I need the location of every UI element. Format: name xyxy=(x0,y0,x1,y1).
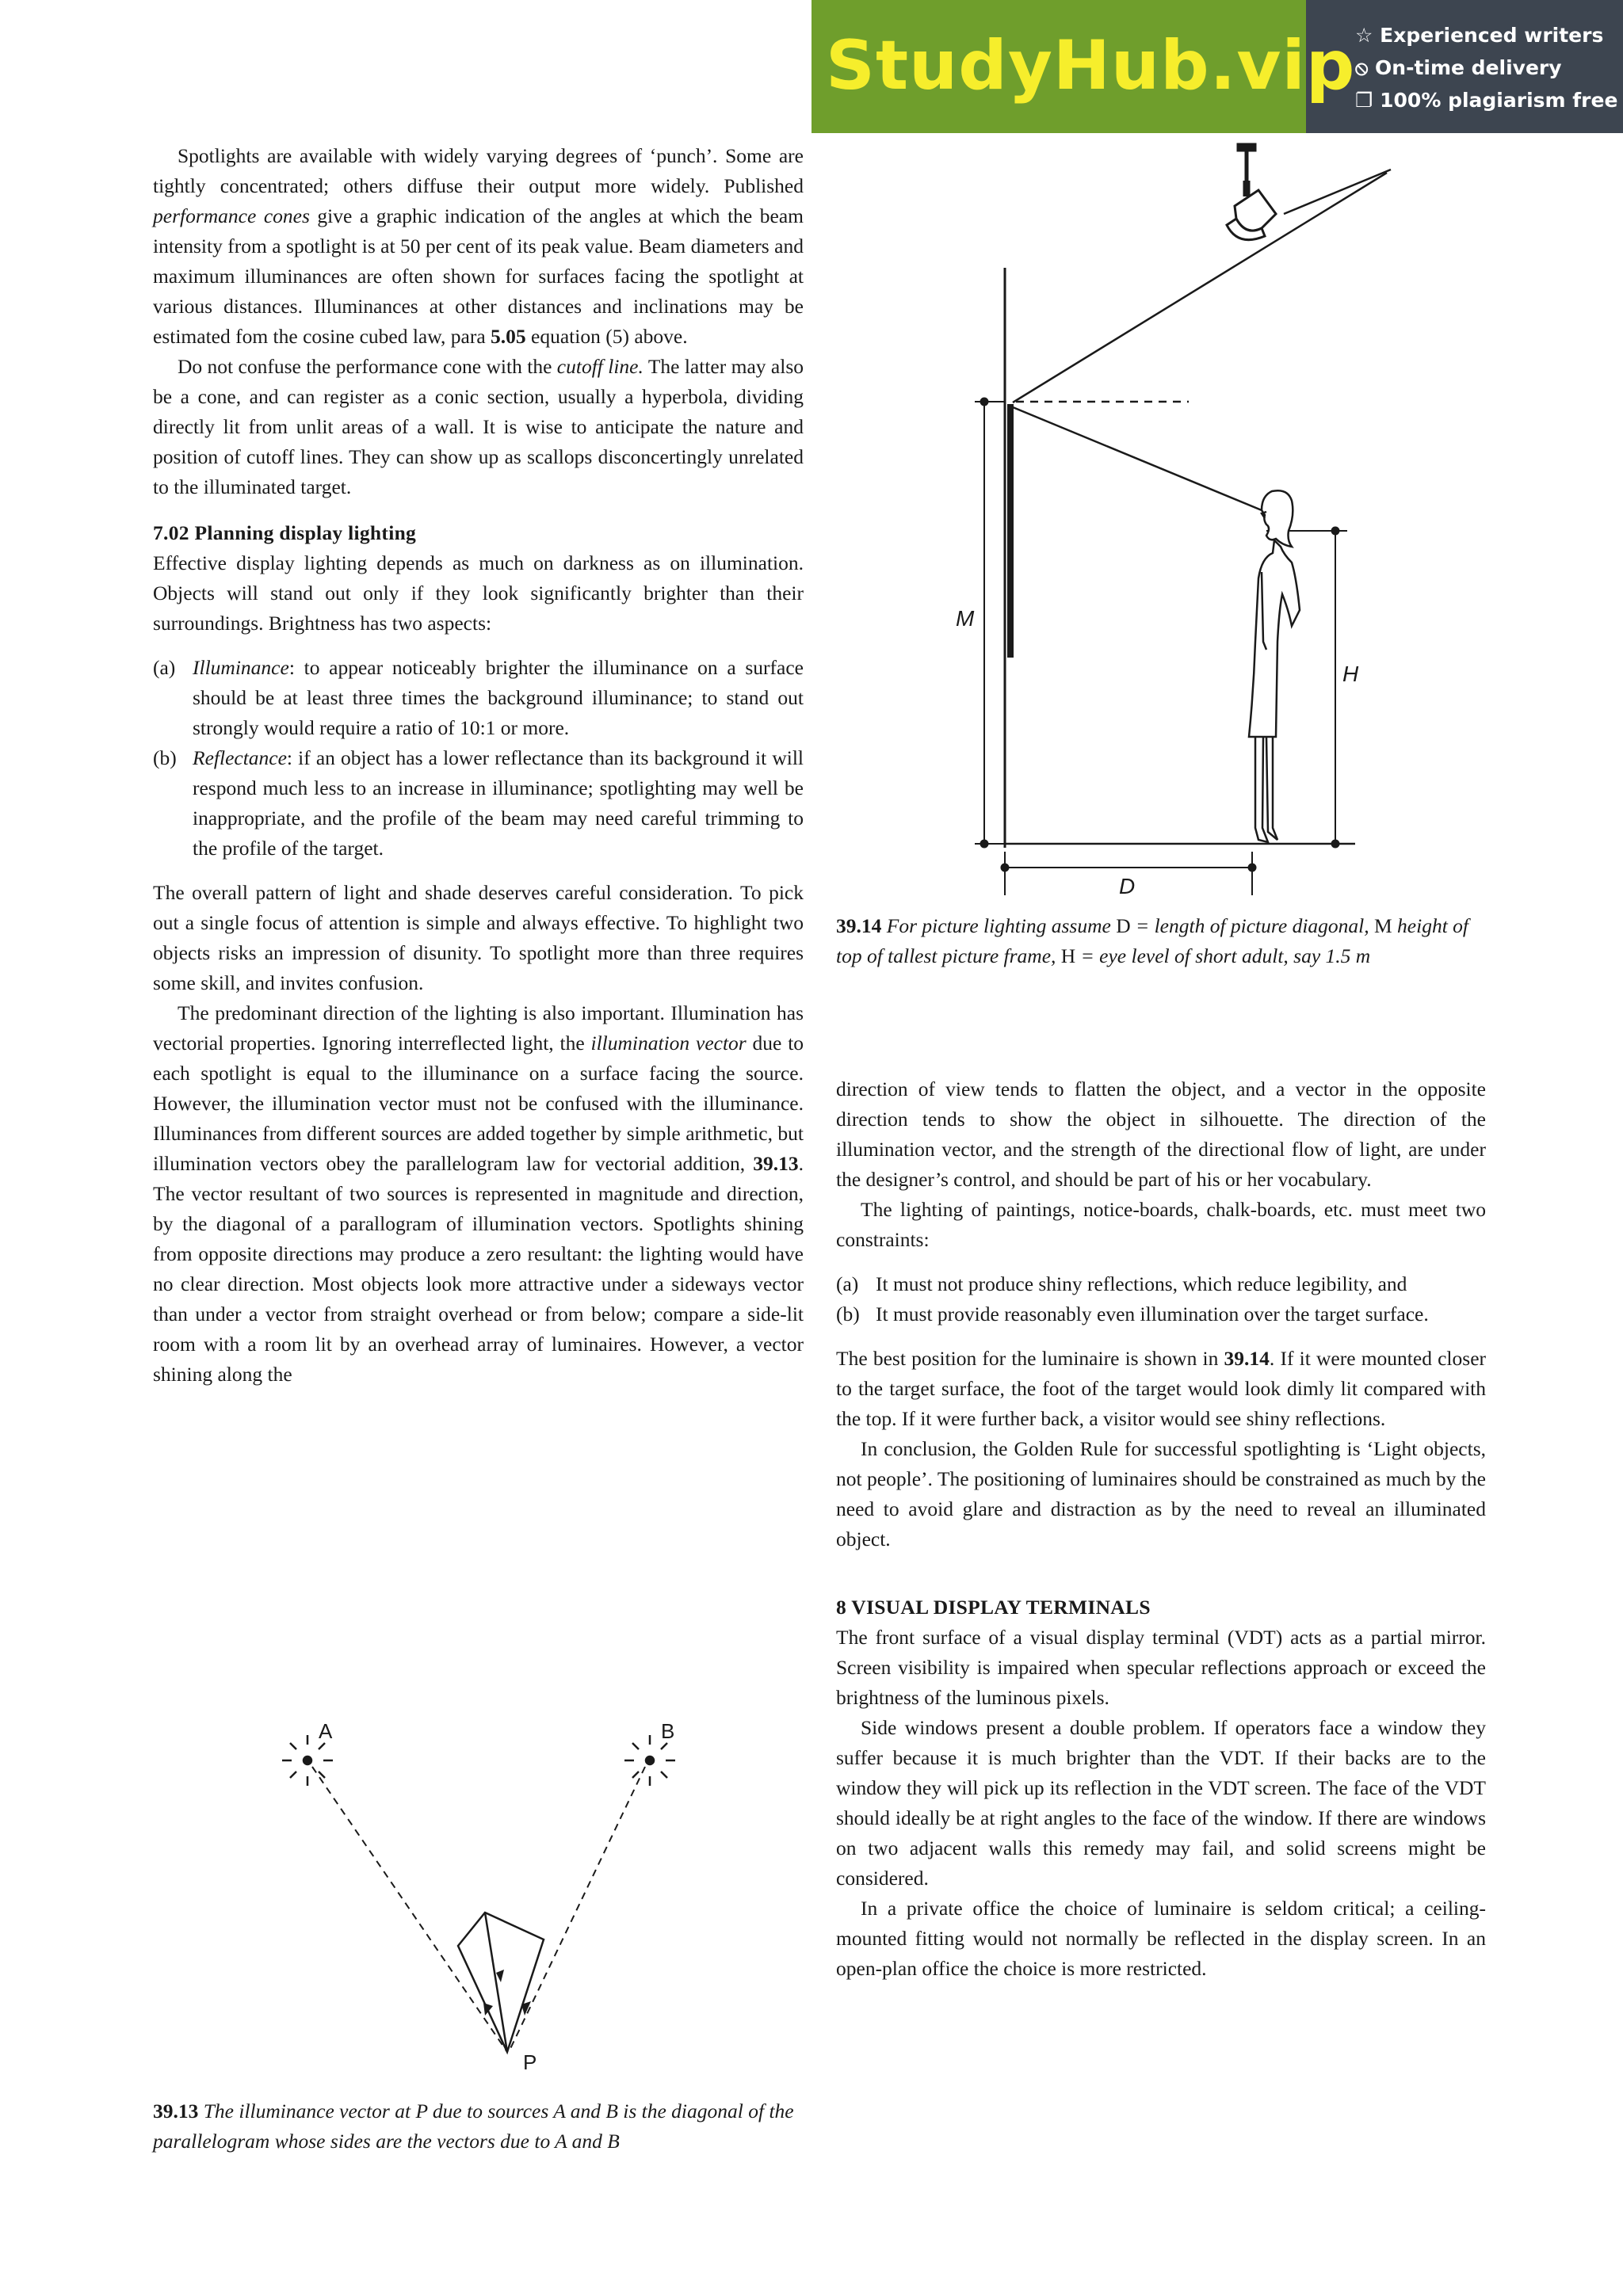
label-p: P xyxy=(523,2050,537,2074)
studyhub-logo: StudyHub.vip xyxy=(826,26,1356,105)
section-heading-vdt: 8 VISUAL DISPLAY TERMINALS xyxy=(836,1596,1151,1619)
figure-39-13-caption: 39.13 The illuminance vector at P due to sources A and B is the diagonal of the parallelogram whose sides are the vectors due to A and B xyxy=(153,2100,794,2153)
list-constraints xyxy=(836,1269,1486,1329)
paragraph-predominant-direction: The predominant direction of the lighting is also important. Illumination has vectorial properties. Ignoring interreflected light, the illumination vector due to each spotlight is equal to the illuminance on a surface facing the source. However, the illumination vector must not be confused with the illuminance. Illuminances from different sources are added together by simple arithmetic, but illumination vectors obey the parallelogram law for vectorial addition, 39.13. The vector resultant of two sources is represented in magnitude and direction, by the diagonal of a parallogram of illumination vectors. Spotlights shining from opposite directions may produce a zero resultant: the lighting would have no clear direction. Most objects look more attractive under a sideways vector than under a vector from straight overhead or from below; compare a side-lit room with a room lit by an overhead array of luminaires. However, a vector shining along the xyxy=(153,1001,804,1386)
paragraph-spotlights: Spotlights are available with widely varying degrees of ‘punch’. Some are tightly concentrated; others diffuse their output more widely. Published performance cones give a graphic indication of the angles at which the beam intensity from a spotlight is at 50 per cent of its peak value. Beam diameters and maximum illuminances are often shown for surfaces facing the spotlight at various distances. Illuminances at other distances and inclinations may be estimated fom the cosine cubed law, para 5.05 equation (5) above. xyxy=(153,144,804,348)
label-m: M xyxy=(956,606,975,631)
section-heading-planning: 7.02 Planning display lighting xyxy=(153,521,417,544)
paragraph-private-office: In a private office the choice of luminaire is seldom critical; a ceiling-mounted fitting would not normally be reflected in the display screen. In an open-plan office the choice is more restricted. xyxy=(836,1897,1486,1980)
list-brightness-aspects xyxy=(153,653,804,864)
paragraph-effective-display: Effective display lighting depends as much on darkness as on illumination. Objects will stand out only if they look significantly brighter than their surroundings. Brightness has two aspects: xyxy=(153,551,804,635)
paragraph-overall-pattern: The overall pattern of light and shade deserves careful consideration. To pick out a single focus of attention is simple and always effective. To highlight two objects risks an impression of disunity. To spotlight more than three requires some skill, and invites confusion. xyxy=(153,881,804,994)
figure-39-14-caption: 39.14 For picture lighting assume D = length of picture diagonal, M height of top of tallest picture frame, H = eye level of short adult, say 1.5 m xyxy=(836,914,1468,967)
label-b: B xyxy=(661,1719,675,1743)
banner-logo-panel xyxy=(812,0,1356,133)
figure-39-14-diagram xyxy=(951,135,1411,895)
clock-icon: ⦸ xyxy=(1355,56,1369,79)
banner-features xyxy=(1355,19,1617,116)
copy-icon: ❐ xyxy=(1355,89,1373,112)
right-column xyxy=(836,1074,1486,1984)
label-d: D xyxy=(1119,874,1136,895)
ceiling-mount xyxy=(1238,144,1255,151)
star-icon: ☆ xyxy=(1355,24,1373,47)
feature-on-time-delivery: ⦸ On-time delivery xyxy=(1355,56,1562,79)
paragraph-paintings: The lighting of paintings, notice-boards, chalk-boards, etc. must meet two constraints: xyxy=(836,1198,1486,1251)
label-h: H xyxy=(1342,662,1359,686)
person-figure xyxy=(1249,490,1300,842)
feature-plagiarism-free: ❐ 100% plagiarism free xyxy=(1355,89,1618,112)
paragraph-conclusion: In conclusion, the Golden Rule for successful spotlighting is ‘Light objects, not people’. The positioning of luminaires should be constrained as much by the need to avoid glare and distraction as by the need to reveal an illuminated object. xyxy=(836,1437,1486,1550)
left-column-upper xyxy=(153,141,804,1390)
list-item: (a) It must not produce shiny reflections, which reduce legibility, and xyxy=(836,1272,1407,1295)
list-item: (b) Reflectance: if an object has a lower reflectance than its background it will respond much less to an increase in illuminance; spotlighting may well be inappropriate, and the profile of the beam may need careful trimming to the profile of the target. xyxy=(153,746,804,860)
studyhub-banner[interactable] xyxy=(812,0,1623,133)
paragraph-best-position: The best position for the luminaire is shown in 39.14. If it were mounted closer to the target surface, the foot of the target would look dimly lit compared with the top. If it were further back, a visitor would see shiny reflections. xyxy=(836,1347,1487,1430)
label-a: A xyxy=(319,1719,333,1743)
paragraph-front-surface: The front surface of a visual display terminal (VDT) acts as a partial mirror. Screen visibility is impaired when specular reflections approach or exceed the brightness of the luminous pixels. xyxy=(836,1626,1486,1709)
figure-39-13-diagram xyxy=(269,1703,697,2084)
feature-experienced-writers: ☆ Experienced writers xyxy=(1355,24,1604,47)
list-item: (a) Illuminance: to appear noticeably brighter the illuminance on a surface should be at least three times the background illuminance; to stand out strongly would require a ratio of 10:1 or more. xyxy=(153,656,804,739)
paragraph-direction-of-view: direction of view tends to flatten the object, and a vector in the opposite direction tends to show the object in silhouette. The direction of the illumination vector, and the strength of the directional flow of light, are under the designer’s control, and should be part of his or her vocabulary. xyxy=(836,1077,1486,1191)
paragraph-cutoff: Do not confuse the performance cone with the cutoff line. The latter may also be a cone, and can register as a conic section, usually a hyperbola, dividing directly lit from unlit areas of a wall. It is wise to anticipate the nature and position of cutoff lines. They can show up as scallops disconcertingly unrelated to the illuminated target. xyxy=(153,355,804,498)
list-item: (b) It must provide reasonably even illumination over the target surface. xyxy=(836,1302,1429,1325)
paragraph-side-windows: Side windows present a double problem. If operators face a window they suffer because it is much brighter than the VDT. If their backs are to the window they will pick up its reflection in the VDT screen. The face of the VDT should ideally be at right angles to the face of the window. If there are windows on two adjacent walls this remedy may fail, and solid screens might be considered. xyxy=(836,1716,1486,1890)
